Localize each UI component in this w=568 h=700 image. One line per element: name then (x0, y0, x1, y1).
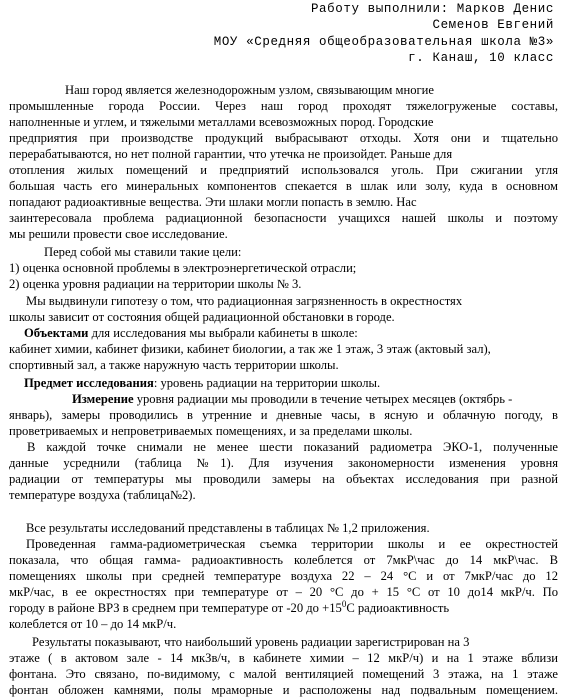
paragraph-line: промышленные города России. Через наш город проходят тяжелогруженые составы, (9, 99, 558, 113)
paragraph-line: температуре воздуха (таблица№2). (9, 488, 196, 502)
paragraph-line: помещениях школы при средней температуре воздуха 22 – 24 °С и от 7мкР/час до 12 (9, 569, 558, 583)
paragraph-line: январь), замеры проводились в утренние и дневные часы, в ясную и облачную погоду, в (9, 408, 558, 422)
paragraph-line: предприятия при производстве продукций выбрасывают отходы. Хотя они и тщательно (9, 131, 558, 145)
text-run: С радиоактивность (346, 601, 450, 615)
paragraph-line: Результаты показывают, что наибольший уровень радиации зарегистрирован на 3 (32, 635, 470, 649)
goals-heading: Перед собой мы ставили такие цели: (44, 245, 242, 259)
paragraph-line: радиации от температуры мы проводили замеры на объектах исследования при разной (9, 472, 558, 486)
paragraph-line: наполненные и углем, и тяжелыми металлами всевозможных пород. Городские (9, 115, 434, 129)
measurement-term: Измерение (72, 392, 134, 406)
paragraph-line: Мы выдвинули гипотезу о том, что радиационная загрязненность в окрестностях (26, 294, 463, 308)
paragraph-line: отопления жилых помещений и предприятий использовался уголь. При сжигании угля (9, 163, 558, 177)
paragraph-line: большая часть его минеральных компонентов спекается в шлак или золу, куда в основном (9, 179, 558, 193)
paragraph-line: Все результаты исследований представлены в таблицах № 1,2 приложения. (26, 521, 430, 535)
paragraph-line: Наш город является железнодорожным узлом, связывающим многие (65, 83, 435, 97)
subject-text: : уровень радиации на территории школы. (153, 376, 381, 390)
author-second-line: Семенов Евгений (432, 18, 554, 32)
subject-line (24, 376, 380, 391)
paragraph-line: мы решили провести свое исследование. (9, 227, 228, 241)
paragraph-line: показала, что общая гамма- радиоактивность колеблется от 7мкР\час до 14 мкР\час. В (9, 553, 558, 567)
paragraph-line: данные усреднили (таблица №1). Для изучения закономерности изменения уровня (9, 456, 558, 470)
city-class-line: г. Канаш, 10 класс (408, 51, 554, 65)
objects-line (24, 326, 358, 341)
objects-term: Объектами (24, 326, 89, 340)
paragraph-line: фонтана. Это связано, по-видимому, с малой вентиляцией помещений 3 этажа, на 1 этаже (9, 667, 558, 681)
paragraph-line: попадают радиоактивные вещества. Эти шлаки могли попасть в землю. Нас (9, 195, 417, 209)
degree-superscript: 0 (341, 598, 347, 609)
paragraph-line: спортивный зал, а также наружную часть территории школы. (9, 358, 339, 372)
paragraph-line: перерабатываются, но нет полной гарантии, что утечка не произойдет. Раньше для (9, 147, 453, 161)
paragraph-line: этаже ( в актовом зале - 14 мкЗв/ч, в кабинете химии – 12 мкР/ч) и на 1 этаже вблизи (9, 651, 558, 665)
paragraph-line: В каждой точке снимали не менее шести показаний радиометра ЭКО-1, полученные (27, 440, 558, 454)
author-line: Работу выполнили: Марков Денис (310, 2, 554, 16)
paragraph-line: кабинет химии, кабинет физики, кабинет биологии, а так же 1 этаж, 3 этаж (актовый зал), (9, 342, 491, 356)
paragraph-line: проветриваемых и непроветриваемых помещениях, и за пределами школы. (9, 424, 413, 438)
school-line: МОУ «Средняя общеобразовательная школа №3» (213, 35, 554, 49)
paragraph-line (9, 598, 450, 616)
paragraph-line: мкР/час, в ее окрестностях при температуре от – 20 °С до + 15 °С от 10 до14 мкР/ч. По (9, 585, 558, 599)
paragraph-line: Проведенная гамма-радиометрическая съемка территории школы и ее окрестностей (26, 537, 558, 551)
subject-term: Предмет исследования (24, 376, 154, 390)
measurement-line (72, 392, 512, 407)
paragraph-line: школы зависит от состояния общей радиационной обстановки в городе. (9, 310, 395, 324)
paragraph-line: фонтан обложен камнями, полы мраморные и расположены над подвальным помещением. (9, 683, 558, 697)
objects-text: для исследования мы выбрали кабинеты в школе: (88, 326, 358, 340)
paragraph-line: колеблется от 10 – до 14 мкР/ч. (9, 617, 177, 631)
measurement-text: уровня радиации мы проводили в течение четырех месяцев (октябрь - (133, 392, 513, 406)
text-run: городу в районе ВРЗ в среднем при температуре от -20 до +15 (9, 601, 342, 615)
goal-item: 1) оценка основной проблемы в электроэнергетической отрасли; (9, 261, 357, 275)
goal-item: 2) оценка уровня радиации на территории школы № 3. (9, 277, 302, 291)
paragraph-line: заинтересовала проблема радиационной безопасности учащихся нашей школы и поэтому (9, 211, 558, 225)
